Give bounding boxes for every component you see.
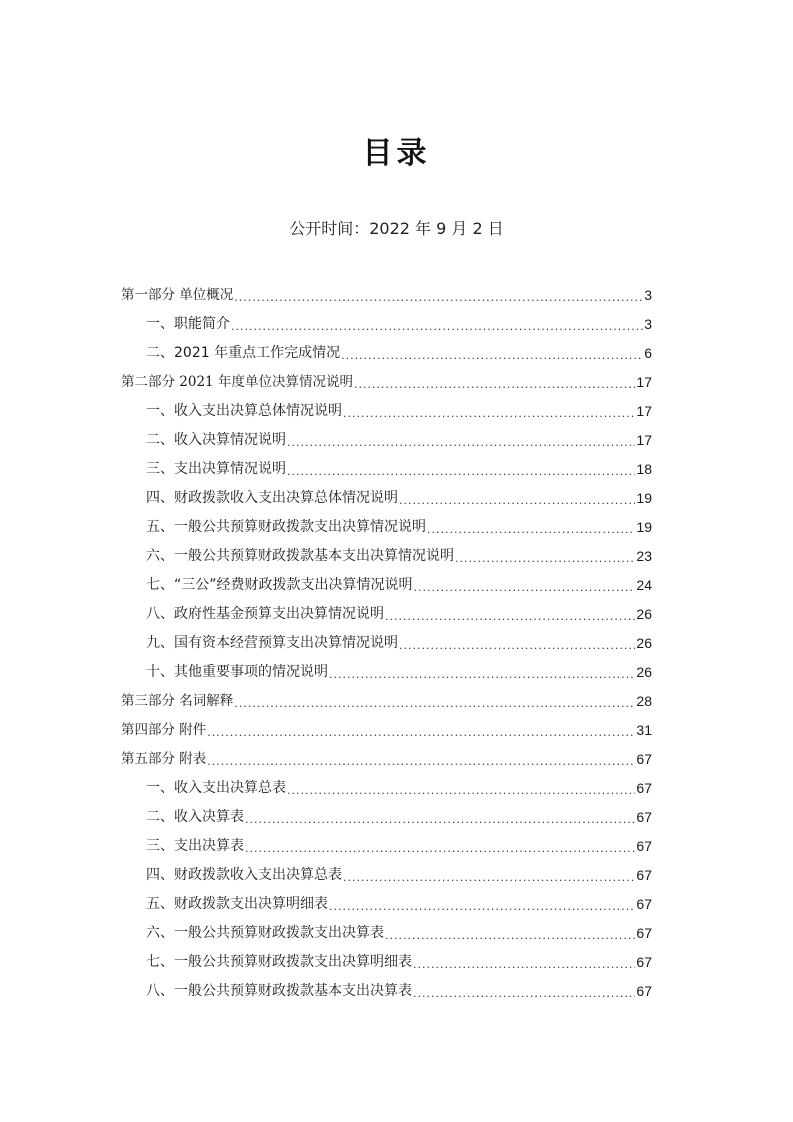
toc-entry-label: 三、支出决算情况说明 — [146, 461, 286, 477]
toc-entry[interactable] — [121, 682, 652, 711]
toc-entry[interactable] — [121, 276, 652, 305]
toc-entry[interactable] — [121, 624, 652, 653]
dot-leader — [455, 546, 635, 566]
toc-page-number: 67 — [636, 751, 652, 767]
toc-entry-label: 一、职能简介 — [146, 316, 230, 332]
dot-leader — [234, 691, 635, 711]
toc-page-number: 24 — [636, 577, 652, 593]
toc-page-number: 19 — [636, 490, 652, 506]
toc-entry[interactable] — [121, 711, 652, 740]
toc-page-number: 17 — [636, 403, 652, 419]
dot-leader — [207, 749, 635, 769]
toc-page-number: 67 — [636, 809, 652, 825]
dot-leader — [343, 401, 635, 421]
dot-leader — [329, 894, 635, 914]
toc-page-number: 67 — [636, 896, 652, 912]
toc-entry-label: 二、2021 年重点工作完成情况 — [146, 345, 341, 361]
toc-entry-label: 四、财政拨款收入支出决算总表 — [146, 867, 342, 883]
toc-entry-label: 二、收入决算情况说明 — [146, 432, 286, 448]
toc-entry[interactable] — [121, 972, 652, 1001]
dot-leader — [414, 575, 636, 595]
toc-entry-label: 一、收入支出决算总表 — [146, 780, 286, 796]
toc-entry[interactable] — [121, 450, 652, 479]
toc-entry[interactable] — [121, 914, 652, 943]
dot-leader — [234, 285, 643, 305]
dot-leader — [287, 430, 635, 450]
dot-leader — [413, 952, 635, 972]
toc-entry[interactable] — [121, 769, 652, 798]
toc-page-number: 28 — [636, 693, 652, 709]
dot-leader — [207, 720, 635, 740]
toc-entry-label: 第五部分 附表 — [121, 751, 207, 767]
toc-entry[interactable] — [121, 334, 652, 363]
toc-entry-label: 七、一般公共预算财政拨款支出决算明细表 — [146, 954, 412, 970]
toc-page-number: 26 — [636, 606, 652, 622]
toc-entry[interactable] — [121, 566, 652, 595]
dot-leader — [385, 923, 635, 943]
toc-entry-label: 第三部分 名词解释 — [121, 693, 234, 709]
toc-entry-label: 第一部分 单位概况 — [121, 287, 234, 303]
toc-entry[interactable] — [121, 421, 652, 450]
publish-date: 公开时间：2022 年 9 月 2 日 — [289, 219, 504, 238]
toc-page-number: 31 — [636, 722, 652, 738]
toc-page-number: 3 — [644, 316, 652, 332]
dot-leader — [341, 343, 643, 363]
toc-entry[interactable] — [121, 392, 652, 421]
toc-entry-label: 四、财政拨款收入支出决算总体情况说明 — [146, 490, 398, 506]
toc-entry[interactable] — [121, 827, 652, 856]
toc-entry-label: 第四部分 附件 — [121, 722, 207, 738]
toc-entry[interactable] — [121, 856, 652, 885]
dot-leader — [329, 662, 635, 682]
page-title: 目录 — [362, 136, 431, 172]
table-of-contents — [121, 276, 652, 1001]
toc-entry-label: 三、支出决算表 — [146, 838, 244, 854]
toc-entry-label: 六、一般公共预算财政拨款支出决算表 — [146, 925, 384, 941]
toc-page-number: 67 — [636, 780, 652, 796]
dot-leader — [413, 981, 635, 1001]
toc-page-number: 26 — [636, 635, 652, 651]
toc-entry[interactable] — [121, 885, 652, 914]
toc-entry-label: 第二部分 2021 年度单位决算情况说明 — [121, 374, 353, 390]
toc-entry[interactable] — [121, 479, 652, 508]
toc-page-number: 18 — [636, 461, 652, 477]
toc-page-number: 17 — [636, 374, 652, 390]
toc-page-number: 26 — [636, 664, 652, 680]
toc-entry-label: 七、“三公”经费财政拨款支出决算情况说明 — [146, 577, 413, 593]
toc-entry[interactable] — [121, 508, 652, 537]
toc-entry[interactable] — [121, 363, 652, 392]
toc-entry[interactable] — [121, 653, 652, 682]
dot-leader — [343, 865, 635, 885]
toc-page-number: 3 — [644, 287, 652, 303]
toc-page-number: 67 — [636, 925, 652, 941]
toc-entry-label: 九、国有资本经营预算支出决算情况说明 — [146, 635, 398, 651]
dot-leader — [287, 459, 635, 479]
toc-entry-label: 十、其他重要事项的情况说明 — [146, 664, 328, 680]
dot-leader — [399, 488, 635, 508]
toc-entry[interactable] — [121, 595, 652, 624]
toc-page-number: 17 — [636, 432, 652, 448]
dot-leader — [354, 372, 635, 392]
toc-entry-label: 八、政府性基金预算支出决算情况说明 — [146, 606, 384, 622]
toc-entry[interactable] — [121, 537, 652, 566]
dot-leader — [245, 807, 635, 827]
toc-entry-label: 六、一般公共预算财政拨款基本支出决算情况说明 — [146, 548, 454, 564]
toc-page-number: 67 — [636, 983, 652, 999]
toc-entry[interactable] — [121, 943, 652, 972]
toc-entry-label: 五、一般公共预算财政拨款支出决算情况说明 — [146, 519, 426, 535]
toc-entry-label: 八、一般公共预算财政拨款基本支出决算表 — [146, 983, 412, 999]
dot-leader — [399, 633, 635, 653]
dot-leader — [231, 314, 643, 334]
dot-leader — [427, 517, 635, 537]
toc-page-number: 19 — [636, 519, 652, 535]
toc-entry-label: 五、财政拨款支出决算明细表 — [146, 896, 328, 912]
toc-page-number: 67 — [636, 954, 652, 970]
dot-leader — [287, 778, 635, 798]
toc-page-number: 23 — [636, 548, 652, 564]
toc-entry[interactable] — [121, 798, 652, 827]
toc-page-number: 67 — [636, 838, 652, 854]
toc-page-number: 6 — [644, 345, 652, 361]
toc-entry-label: 二、收入决算表 — [146, 809, 244, 825]
toc-entry[interactable] — [121, 305, 652, 334]
toc-page-number: 67 — [636, 867, 652, 883]
toc-entry[interactable] — [121, 740, 652, 769]
dot-leader — [245, 836, 635, 856]
toc-entry-label: 一、收入支出决算总体情况说明 — [146, 403, 342, 419]
dot-leader — [385, 604, 635, 624]
